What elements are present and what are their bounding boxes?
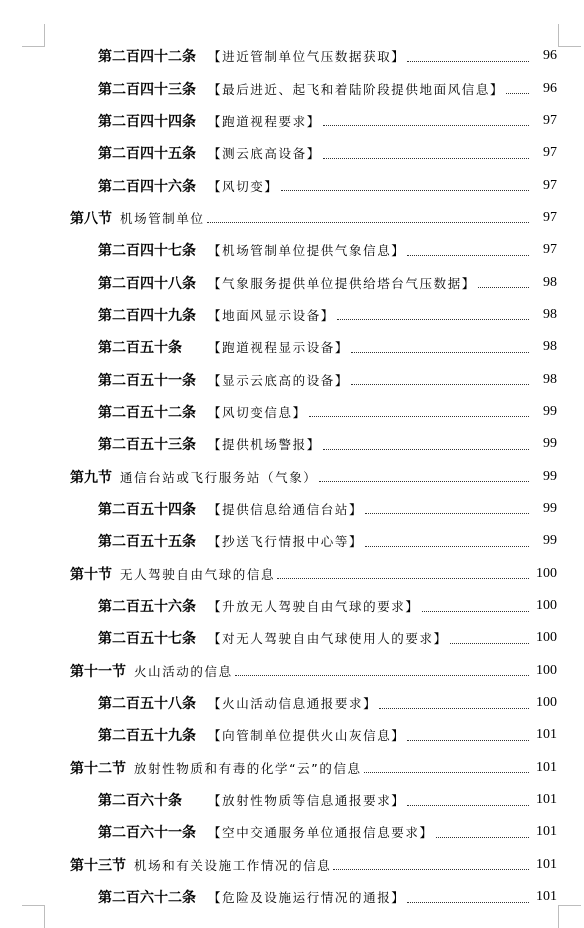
- toc-dot-leader: [407, 255, 529, 256]
- toc-dot-leader: [407, 740, 529, 741]
- toc-page-number: 96: [543, 80, 557, 96]
- toc-entry-number: 第十一节: [70, 663, 126, 680]
- toc-dot-leader: [478, 287, 529, 288]
- toc-entry-title: 放射性物质和有毒的化学“云”的信息: [134, 760, 362, 776]
- toc-article-entry[interactable]: [0, 169, 584, 201]
- toc-entry-number: 第二百四十二条: [98, 49, 196, 66]
- toc-entry-number: 第二百四十三条: [98, 81, 196, 98]
- toc-article-entry[interactable]: [0, 40, 584, 72]
- toc-page-number: 97: [543, 145, 557, 161]
- toc-section-entry[interactable]: [0, 752, 584, 784]
- toc-article-entry[interactable]: [0, 493, 584, 525]
- toc-entry-title: 【地面风显示设备】: [208, 307, 335, 323]
- toc-dot-leader: [319, 481, 529, 482]
- toc-entry-number: 第二百六十一条: [98, 825, 196, 842]
- toc-dot-leader: [379, 708, 529, 709]
- toc-page-number: 100: [536, 630, 557, 646]
- toc-entry-title: 【跑道视程显示设备】: [208, 340, 350, 356]
- toc-entry-title: 【向管制单位提供火山灰信息】: [208, 728, 406, 744]
- toc-entry-title: 【升放无人驾驶自由气球的要求】: [208, 599, 420, 615]
- toc-dot-leader: [351, 352, 529, 353]
- toc-entry-title: 通信台站或飞行服务站（气象）: [120, 469, 318, 485]
- toc-article-entry[interactable]: [0, 363, 584, 395]
- toc-entry-number: 第八节: [70, 210, 112, 227]
- toc-page-number: 96: [543, 48, 557, 64]
- toc-dot-leader: [323, 158, 529, 159]
- toc-entry-number: 第二百四十七条: [98, 243, 196, 260]
- toc-article-entry[interactable]: [0, 881, 584, 913]
- toc-dot-leader: [422, 611, 529, 612]
- toc-entry-title: 【对无人驾驶自由气球使用人的要求】: [208, 631, 448, 647]
- toc-dot-leader: [365, 513, 529, 514]
- toc-entry-title: 无人驾驶自由气球的信息: [120, 566, 276, 582]
- toc-entry-title: 【风切变】: [208, 178, 279, 194]
- toc-article-entry[interactable]: [0, 525, 584, 557]
- toc-entry-number: 第二百四十四条: [98, 113, 196, 130]
- toc-page-number: 100: [536, 662, 557, 678]
- toc-dot-leader: [323, 449, 529, 450]
- toc-page-number: 98: [543, 274, 557, 290]
- toc-entry-title: 【提供机场警报】: [208, 437, 321, 453]
- toc-entry-number: 第二百四十五条: [98, 146, 196, 163]
- toc-article-entry[interactable]: [0, 719, 584, 751]
- toc-article-entry[interactable]: [0, 331, 584, 363]
- toc-entry-number: 第十二节: [70, 760, 126, 777]
- toc-entry-number: 第二百六十二条: [98, 890, 196, 907]
- toc-entry-title: 机场和有关设施工作情况的信息: [134, 857, 332, 873]
- toc-page-number: 99: [543, 436, 557, 452]
- toc-entry-number: 第二百五十八条: [98, 696, 196, 713]
- toc-page-number: 101: [536, 824, 557, 840]
- toc-article-entry[interactable]: [0, 234, 584, 266]
- toc-page-number: 99: [543, 403, 557, 419]
- toc-entry-number: 第二百五十四条: [98, 501, 196, 518]
- toc-page-number: 100: [536, 695, 557, 711]
- table-of-contents: [0, 40, 584, 913]
- toc-page-number: 100: [536, 565, 557, 581]
- toc-article-entry[interactable]: [0, 105, 584, 137]
- toc-entry-number: 第二百六十条: [98, 793, 182, 810]
- toc-entry-title: 火山活动的信息: [134, 663, 233, 679]
- toc-article-entry[interactable]: [0, 137, 584, 169]
- toc-dot-leader: [309, 416, 529, 417]
- toc-entry-number: 第九节: [70, 469, 112, 486]
- toc-dot-leader: [436, 837, 529, 838]
- toc-dot-leader: [365, 546, 529, 547]
- toc-dot-leader: [364, 772, 529, 773]
- toc-entry-number: 第二百五十条: [98, 340, 182, 357]
- toc-dot-leader: [450, 643, 529, 644]
- toc-page-number: 99: [543, 533, 557, 549]
- toc-page-number: 100: [536, 598, 557, 614]
- toc-article-entry[interactable]: [0, 428, 584, 460]
- toc-entry-title: 【机场管制单位提供气象信息】: [208, 243, 406, 259]
- toc-entry-title: 【气象服务提供单位提供给塔台气压数据】: [208, 275, 476, 291]
- toc-entry-number: 第二百五十七条: [98, 631, 196, 648]
- toc-page-number: 99: [543, 500, 557, 516]
- toc-dot-leader: [207, 222, 529, 223]
- toc-section-entry[interactable]: [0, 655, 584, 687]
- toc-page-number: 101: [536, 759, 557, 775]
- toc-page-number: 101: [536, 889, 557, 905]
- toc-page-number: 97: [543, 112, 557, 128]
- toc-article-entry[interactable]: [0, 72, 584, 104]
- toc-entry-title: 【抄送飞行情报中心等】: [208, 534, 364, 550]
- toc-page-number: 101: [536, 792, 557, 808]
- toc-dot-leader: [351, 384, 529, 385]
- toc-article-entry[interactable]: [0, 396, 584, 428]
- toc-page-number: 98: [543, 371, 557, 387]
- toc-dot-leader: [277, 578, 529, 579]
- toc-entry-title: 【最后进近、起飞和着陆阶段提供地面风信息】: [208, 81, 505, 97]
- toc-article-entry[interactable]: [0, 622, 584, 654]
- toc-section-entry[interactable]: [0, 460, 584, 492]
- toc-page-number: 99: [543, 468, 557, 484]
- toc-article-entry[interactable]: [0, 299, 584, 331]
- toc-page-number: 101: [536, 727, 557, 743]
- toc-article-entry[interactable]: [0, 687, 584, 719]
- toc-dot-leader: [506, 93, 529, 94]
- toc-page-number: 97: [543, 242, 557, 258]
- toc-entry-title: 机场管制单位: [120, 210, 205, 226]
- toc-article-entry[interactable]: [0, 590, 584, 622]
- toc-dot-leader: [323, 125, 529, 126]
- toc-page-number: 97: [543, 177, 557, 193]
- toc-entry-number: 第二百五十二条: [98, 404, 196, 421]
- toc-article-entry[interactable]: [0, 784, 584, 816]
- toc-page-number: 98: [543, 306, 557, 322]
- toc-entry-number: 第二百五十三条: [98, 437, 196, 454]
- toc-article-entry[interactable]: [0, 816, 584, 848]
- toc-dot-leader: [337, 319, 529, 320]
- toc-entry-number: 第二百五十五条: [98, 534, 196, 551]
- toc-page-number: 97: [543, 209, 557, 225]
- toc-entry-title: 【测云底高设备】: [208, 146, 321, 162]
- toc-entry-title: 【放射性物质等信息通报要求】: [208, 793, 406, 809]
- toc-entry-title: 【显示云底高的设备】: [208, 372, 350, 388]
- toc-dot-leader: [333, 869, 529, 870]
- toc-dot-leader: [407, 902, 529, 903]
- toc-page-number: 98: [543, 339, 557, 355]
- toc-article-entry[interactable]: [0, 266, 584, 298]
- toc-entry-title: 【进近管制单位气压数据获取】: [208, 49, 406, 65]
- toc-entry-title: 【风切变信息】: [208, 404, 307, 420]
- toc-entry-number: 第二百五十六条: [98, 599, 196, 616]
- toc-entry-number: 第二百四十九条: [98, 307, 196, 324]
- toc-entry-number: 第二百五十一条: [98, 372, 196, 389]
- toc-entry-number: 第二百四十六条: [98, 178, 196, 195]
- toc-entry-title: 【提供信息给通信台站】: [208, 501, 364, 517]
- toc-entry-title: 【火山活动信息通报要求】: [208, 696, 378, 712]
- toc-entry-number: 第二百五十九条: [98, 728, 196, 745]
- toc-entry-number: 第二百四十八条: [98, 275, 196, 292]
- toc-entry-title: 【跑道视程要求】: [208, 113, 321, 129]
- toc-dot-leader: [281, 190, 529, 191]
- toc-entry-title: 【危险及设施运行情况的通报】: [208, 890, 406, 906]
- toc-dot-leader: [235, 675, 529, 676]
- toc-entry-number: 第十节: [70, 566, 112, 583]
- toc-page-number: 101: [536, 856, 557, 872]
- toc-entry-number: 第十三节: [70, 857, 126, 874]
- toc-dot-leader: [407, 61, 529, 62]
- toc-section-entry[interactable]: [0, 849, 584, 881]
- toc-section-entry[interactable]: [0, 202, 584, 234]
- toc-entry-title: 【空中交通服务单位通报信息要求】: [208, 825, 434, 841]
- toc-section-entry[interactable]: [0, 558, 584, 590]
- toc-dot-leader: [407, 805, 529, 806]
